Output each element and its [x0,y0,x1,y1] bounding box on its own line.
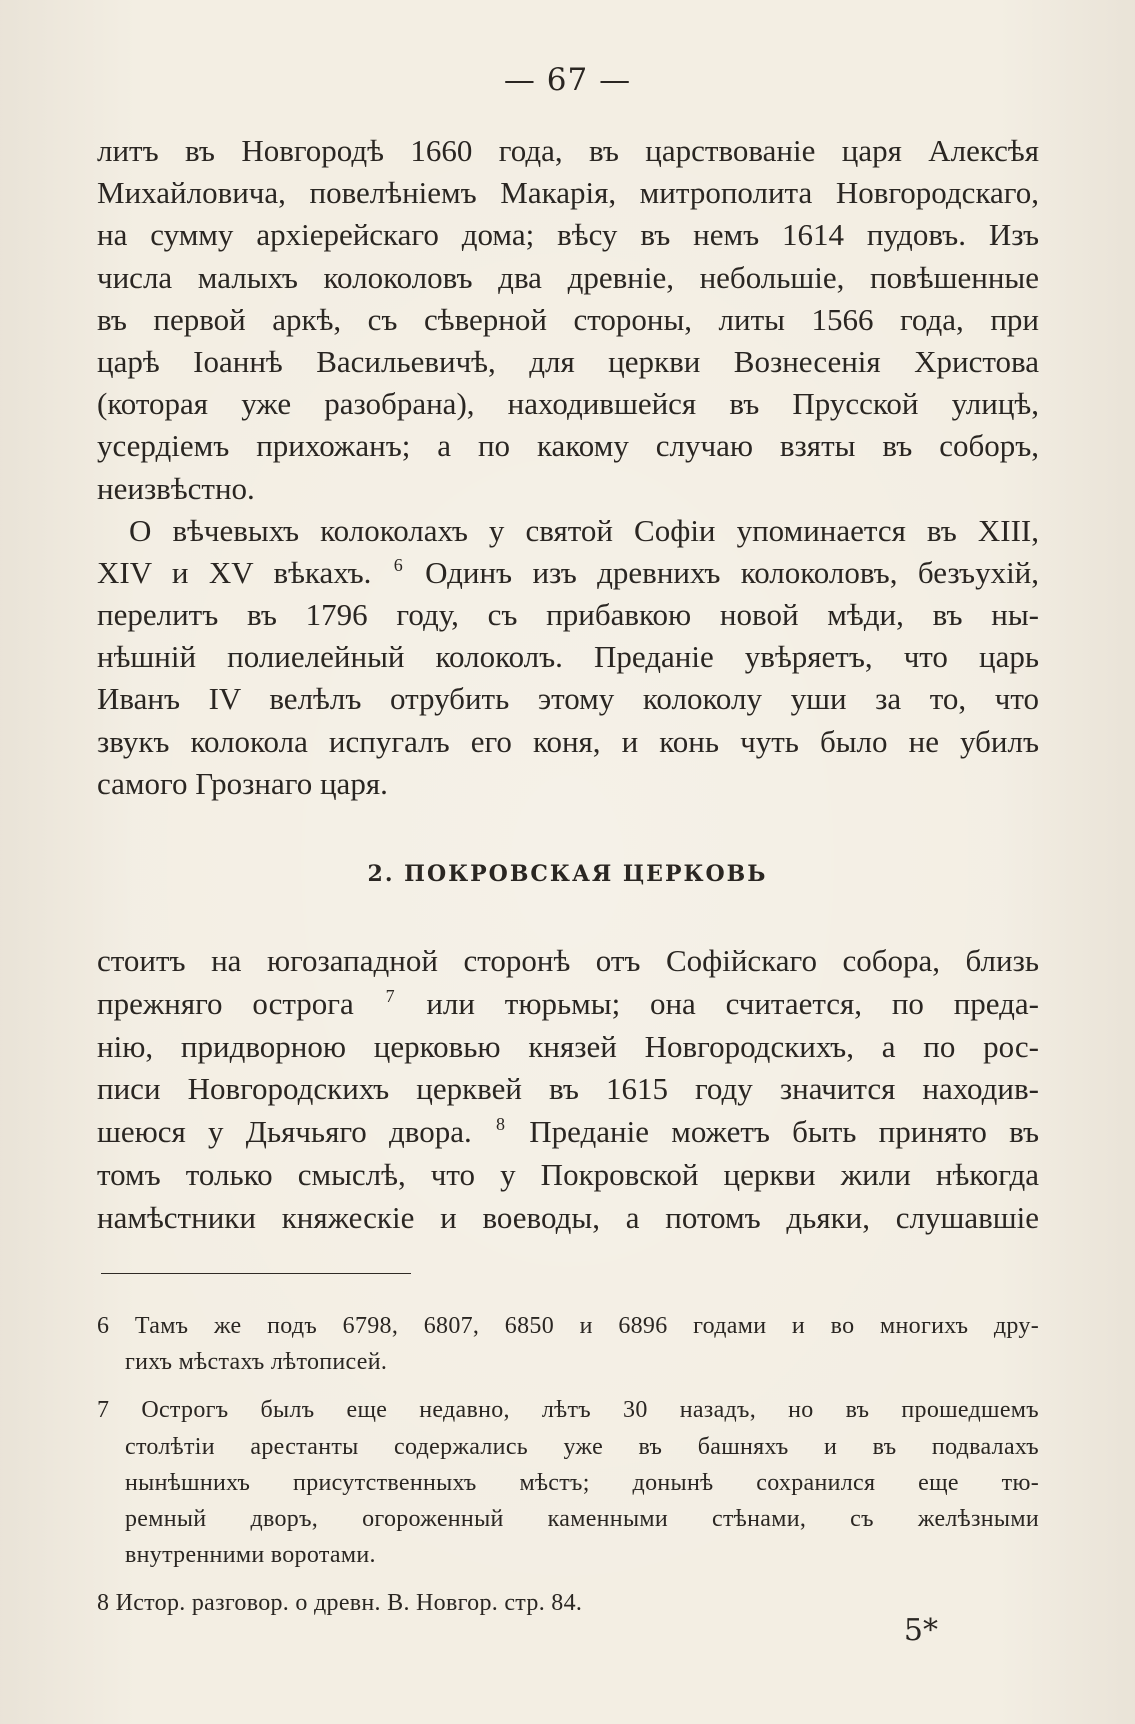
footnote-line: 6 Тамъ же подъ 6798, 6807, 6850 и 6896 годами и во многихъ дру- [97,1313,1039,1339]
footnote-line: нынѣшнихъ присутственныхъ мѣстъ; донынѣ сохранился еще тю- [125,1469,1039,1496]
text-run: Одинъ изъ древнихъ колоколовъ, безъухій, [425,554,1040,590]
text-run: шеюся у Дьячьяго двора. [97,1114,472,1150]
footnote-line: 7 Острогъ былъ еще недавно, лѣтъ 30 назадъ, но въ прошедшемъ [97,1397,1039,1424]
body-line: перелитъ въ 1796 году, съ прибавкою новой мѣди, въ ны- [97,597,1039,633]
text-run: Преданіе можетъ быть принято въ [529,1114,1039,1150]
body-line: томъ только смыслѣ, что у Покровской церкви жили нѣкогда [97,1156,1039,1192]
body-line: (которая уже разобрана), находившейся въ Прусской улицѣ, [97,386,1039,422]
body-line: Михайловича, повелѣніемъ Макарія, митрополита Новгородскаго, [97,175,1039,211]
footnote-line: внутренними воротами. [125,1542,376,1569]
body-line: числа малыхъ колоколовъ два древніе, небольшіе, повѣшенные [97,259,1039,295]
body-line: нѣшній полиелейный колоколъ. Преданіе увѣряетъ, что царь [97,639,1039,675]
footnote-reference: 7 [385,985,395,1006]
body-line: Иванъ IV велѣлъ отрубить этому колоколу уши за то, что [97,681,1039,717]
footnote-line: гихъ мѣстахъ лѣтописей. [125,1349,388,1376]
footnote-8 [97,1585,1039,1621]
body-line-with-footnote-ref [97,1111,1039,1154]
signature-mark: 5* [903,1613,938,1648]
footnote-reference: 6 [393,554,403,575]
footnote-reference: 8 [495,1114,505,1135]
footnote-line: ремный дворъ, огороженный каменными стѣнами, съ желѣзными [125,1505,1039,1532]
body-line: стоитъ на югозападной сторонѣ отъ Софійскаго собора, близь [97,943,1039,978]
text-run: XIV и XV вѣкахъ. [97,554,372,590]
page-number: — 67 — [503,62,632,98]
footnotes-block [97,1308,1039,1634]
body-line: усердіемъ прихожанъ; а по какому случаю взяты въ соборъ, [97,428,1039,464]
body-line: О вѣчевыхъ колоколахъ у святой Софіи упоминается въ XIII, [129,512,1039,548]
body-line-with-footnote-ref [97,983,1039,1026]
body-line: нію, придворною церковью князей Новгородскихъ, а по рос- [97,1028,1039,1064]
body-line: звукъ колокола испугалъ его коня, и конь чуть было не убилъ [97,723,1039,759]
footnote-6 [97,1308,1039,1380]
footnote-divider [101,1273,411,1274]
section-title: 2. ПОКРОВСКАЯ ЦЕРКОВЬ [367,861,768,887]
body-line: царѣ Іоаннѣ Васильевичѣ, для церкви Вознесенія Христова [97,343,1039,379]
body-line: литъ въ Новгородѣ 1660 года, въ царствованіе царя Алексѣя [97,133,1039,168]
body-line: въ первой аркѣ, съ сѣверной стороны, литы 1566 года, при [97,301,1039,337]
body-line: неизвѣстно. [97,470,255,506]
footnote-7 [97,1392,1039,1573]
body-line: намѣстники княжескіе и воеводы, а потомъ дьяки, слушавшіе [97,1199,1039,1235]
main-text-block [97,130,1039,805]
section-text-block [97,940,1039,1240]
footnote-line: столѣтіи арестанты содержались уже въ башняхъ и въ подвалахъ [125,1433,1039,1460]
text-run: или тюрьмы; она считается, по преда- [426,985,1039,1021]
body-line-with-footnote-ref [97,552,1039,594]
body-line: самого Грознаго царя. [97,765,388,801]
text-run: прежняго острога [97,985,354,1021]
footnote-line: 8 Истор. разговор. о древн. В. Новгор. стр. 84. [97,1590,583,1617]
body-line: писи Новгородскихъ церквей въ 1615 году значится находив- [97,1071,1039,1107]
body-line: на сумму архіерейскаго дома; вѣсу въ немъ 1614 пудовъ. Изъ [97,217,1039,253]
